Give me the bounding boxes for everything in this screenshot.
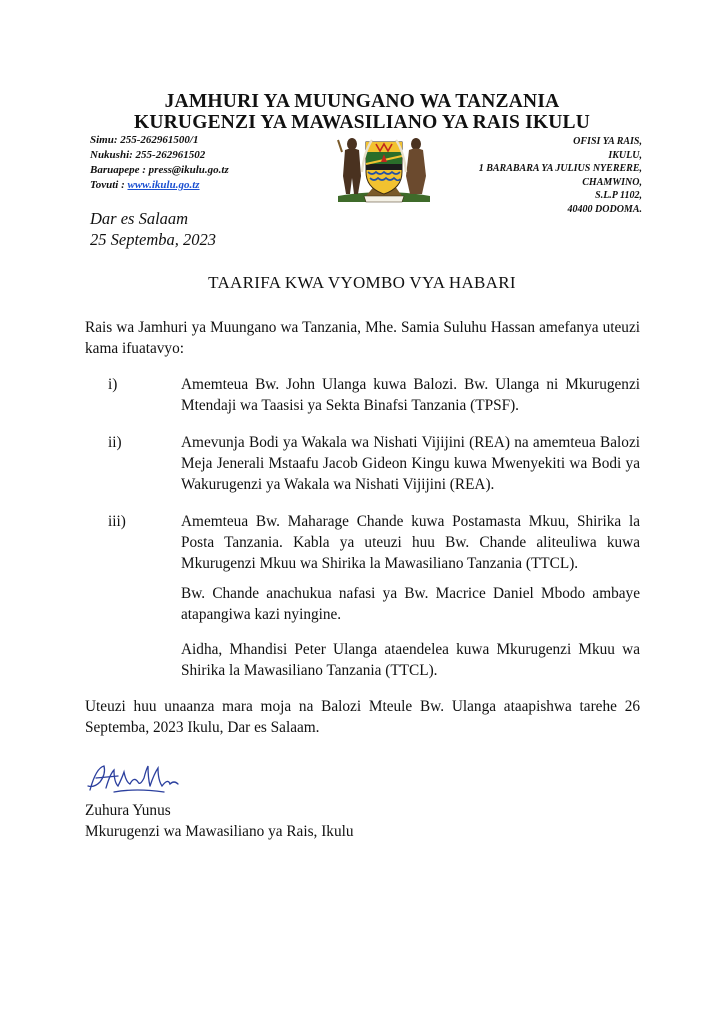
letterhead-line-2: KURUGENZI YA MAWASILIANO YA RAIS IKULU	[133, 112, 591, 133]
address-line-3: 1 BARABARA YA JULIUS NYERERE,	[478, 163, 642, 174]
contact-block	[90, 133, 290, 193]
contact-email: Baruapepe : press@ikulu.go.tz	[90, 164, 229, 176]
coat-of-arms-icon	[332, 132, 436, 204]
address-line-5: S.L.P 1102,	[595, 190, 642, 201]
item-1-text: Amemteua Bw. John Ulanga kuwa Balozi. Bw. Ulanga ni Mkurugenzi Mtendaji wa Taasisi ya Sekta Binafsi Tanzania (TPSF).	[181, 376, 640, 414]
contact-website-label: Tovuti :	[90, 179, 128, 191]
item-3-text: Amemteua Bw. Maharage Chande kuwa Postamasta Mkuu, Shirika la Posta Tanzania. Kabla ya uteuzi huu Bw. Chande aliteuliwa kuwa Mkurugenzi Mkuu wa Shirika la Mawasiliano Tanzania (TTCL).	[181, 513, 640, 572]
intro-paragraph: Rais wa Jamhuri ya Muungano wa Tanzania, Mhe. Samia Suluhu Hassan amefanya uteuzi kama ifuatavyo:	[85, 319, 640, 357]
item-3-number: iii)	[108, 513, 126, 530]
website-link[interactable]: www.ikulu.go.tz	[127, 179, 200, 191]
handwritten-signature-icon	[84, 760, 184, 800]
date: 25 Septemba, 2023	[90, 230, 217, 249]
address-line-1: OFISI YA RAIS,	[573, 136, 642, 147]
contact-website-row	[90, 178, 290, 193]
item-3-sub-paragraph-1: Bw. Chande anachukua nafasi ya Bw. Macrice Daniel Mbodo ambaye atapangiwa kazi nyingine.	[181, 585, 640, 623]
closing-paragraph: Uteuzi huu unaanza mara moja na Balozi Mteule Bw. Ulanga ataapishwa tarehe 26 Septemba, 2023 Ikulu, Dar es Salaam.	[85, 698, 640, 736]
item-2-number: ii)	[108, 434, 122, 451]
item-2-text: Amevunja Bodi ya Wakala wa Nishati Vijijini (REA) na amemteua Balozi Meja Jenerali Mstaafu Jacob Gideon Kingu kuwa Mwenyekiti wa Bodi ya Wakurugenzi ya Wakala wa Nishati Vijijini (REA).	[181, 434, 640, 493]
document-heading: TAARIFA KWA VYOMBO VYA HABARI	[208, 273, 516, 292]
place: Dar es Salaam	[90, 209, 189, 228]
coat-of-arms-emblem	[332, 132, 436, 204]
address-line-6: 40400 DODOMA.	[567, 203, 642, 215]
item-3-sub-paragraph-2: Aidha, Mhandisi Peter Ulanga ataendelea kuwa Mkurugenzi Mkuu wa Shirika la Mawasiliano Tanzania (TTCL).	[181, 641, 640, 679]
address-line-4: CHAMWINO,	[582, 176, 642, 188]
letterhead-line-1: JAMHURI YA MUUNGANO WA TANZANIA	[164, 91, 560, 112]
signatory-name: Zuhura Yunus	[85, 802, 171, 819]
signatory-title: Mkurugenzi wa Mawasiliano ya Rais, Ikulu	[85, 823, 354, 840]
signature	[84, 760, 184, 800]
item-1-number: i)	[108, 376, 118, 393]
address-block	[422, 135, 642, 216]
contact-fax: Nukushi: 255-262961502	[90, 149, 206, 161]
address-line-2: IKULU,	[608, 149, 642, 161]
contact-phone: Simu: 255-262961500/1	[90, 134, 199, 146]
